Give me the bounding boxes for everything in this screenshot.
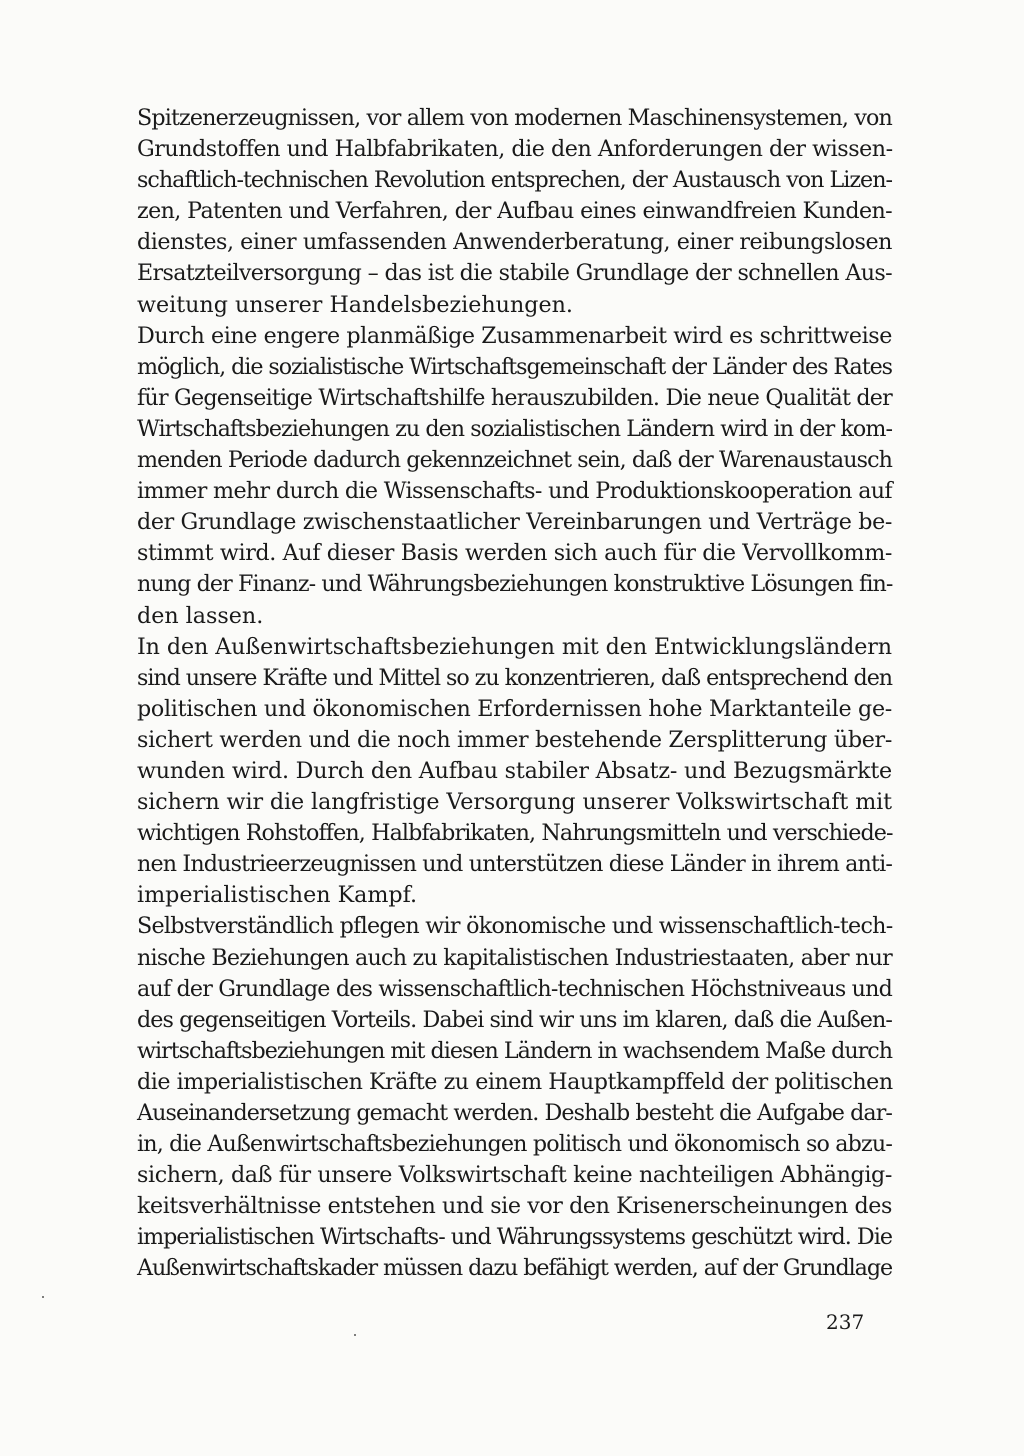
scan-speck [354, 1334, 356, 1336]
text-line: imperialistischen Wirtschafts- und Währungssystems geschützt wird. Die [137, 1224, 892, 1251]
text-line: dienstes, einer umfassenden Anwenderberatung, einer reibungslosen [137, 229, 893, 256]
text-line: sichern wir die langfristige Versorgung unserer Volkswirtschaft mit [137, 789, 892, 816]
text-line: nung der Finanz- und Währungsbeziehungen konstruktive Lösungen fin- [137, 571, 893, 598]
text-line: den lassen. [137, 602, 264, 629]
paragraph [137, 103, 892, 321]
text-line: möglich, die sozialistische Wirtschaftsgemeinschaft der Länder des Rates [137, 353, 893, 380]
text-line: immer mehr durch die Wissenschafts- und Produktionskooperation auf [137, 478, 892, 505]
text-line: nische Beziehungen auch zu kapitalistischen Industriestaaten, aber nur [137, 944, 892, 971]
text-line: des gegenseitigen Vorteils. Dabei sind wir uns im klaren, daß die Außen- [137, 1006, 892, 1033]
text-line: der Grundlage zwischenstaatlicher Vereinbarungen und Verträge be- [137, 509, 893, 536]
text-line: Durch eine engere planmäßige Zusammenarbeit wird es schrittweise [137, 322, 892, 349]
text-line: wirtschaftsbeziehungen mit diesen Ländern in wachsendem Maße durch [137, 1037, 893, 1064]
body-text [137, 103, 892, 1285]
text-line: In den Außenwirtschaftsbeziehungen mit den Entwicklungsländern [137, 633, 892, 660]
paragraph [137, 632, 892, 912]
text-line: Spitzenerzeugnissen, vor allem von modernen Maschinensystemen, von [137, 105, 892, 131]
text-line: zen, Patenten und Verfahren, der Aufbau eines einwandfreien Kunden- [137, 198, 893, 225]
text-line: Ersatzteilversorgung – das ist die stabile Grundlage der schnellen Aus- [137, 260, 893, 287]
text-line: stimmt wird. Auf dieser Basis werden sich auch für die Vervollkomm- [137, 540, 892, 567]
text-line: Wirtschaftsbeziehungen zu den sozialistischen Ländern wird in der kom- [137, 415, 892, 442]
text-line: in, die Außenwirtschaftsbeziehungen politisch und ökonomisch so abzu- [137, 1131, 892, 1158]
text-line: imperialistischen Kampf. [137, 882, 418, 909]
text-line: sind unsere Kräfte und Mittel so zu konzentrieren, daß entsprechend den [137, 664, 893, 691]
text-line: Auseinandersetzung gemacht werden. Deshalb besteht die Aufgabe dar- [137, 1100, 892, 1126]
text-line: schaftlich-technischen Revolution entsprechen, der Austausch von Lizen- [137, 167, 892, 194]
text-line: Grundstoffen und Halbfabrikaten, die den Anforderungen der wissen- [137, 136, 893, 163]
text-line: die imperialistischen Kräfte zu einem Hauptkampffeld der politischen [137, 1068, 893, 1095]
text-line: nen Industrieerzeugnissen und unterstützen diese Länder in ihrem anti- [137, 851, 892, 878]
text-line: weitung unserer Handelsbeziehungen. [137, 291, 573, 318]
text-line: auf der Grundlage des wissenschaftlich-technischen Höchstniveaus und [137, 975, 892, 1002]
text-line: Selbstverständlich pflegen wir ökonomische und wissenschaftlich-tech- [137, 913, 893, 940]
page-number: 237 [826, 1310, 865, 1334]
text-line: für Gegenseitige Wirtschaftshilfe herauszubilden. Die neue Qualität der [137, 384, 892, 411]
scan-speck [42, 1296, 44, 1298]
text-line: sichern, daß für unsere Volkswirtschaft keine nachteiligen Abhängig- [137, 1162, 892, 1189]
text-line: Außenwirtschaftskader müssen dazu befähigt werden, auf der Grundlage [137, 1255, 893, 1282]
text-line: wichtigen Rohstoffen, Halbfabrikaten, Nahrungsmitteln und verschiede- [137, 820, 893, 847]
text-line: politischen und ökonomischen Erfordernissen hohe Marktanteile ge- [137, 695, 893, 722]
text-line: sichert werden und die noch immer bestehende Zersplitterung über- [137, 726, 893, 753]
text-line: menden Periode dadurch gekennzeichnet sein, daß der Warenaustausch [137, 447, 892, 474]
text-line: keitsverhältnisse entstehen und sie vor den Krisenerscheinungen des [137, 1193, 892, 1220]
paragraph [137, 321, 892, 632]
paragraph [137, 911, 892, 1284]
text-line: wunden wird. Durch den Aufbau stabiler Absatz- und Bezugsmärkte [137, 757, 892, 784]
